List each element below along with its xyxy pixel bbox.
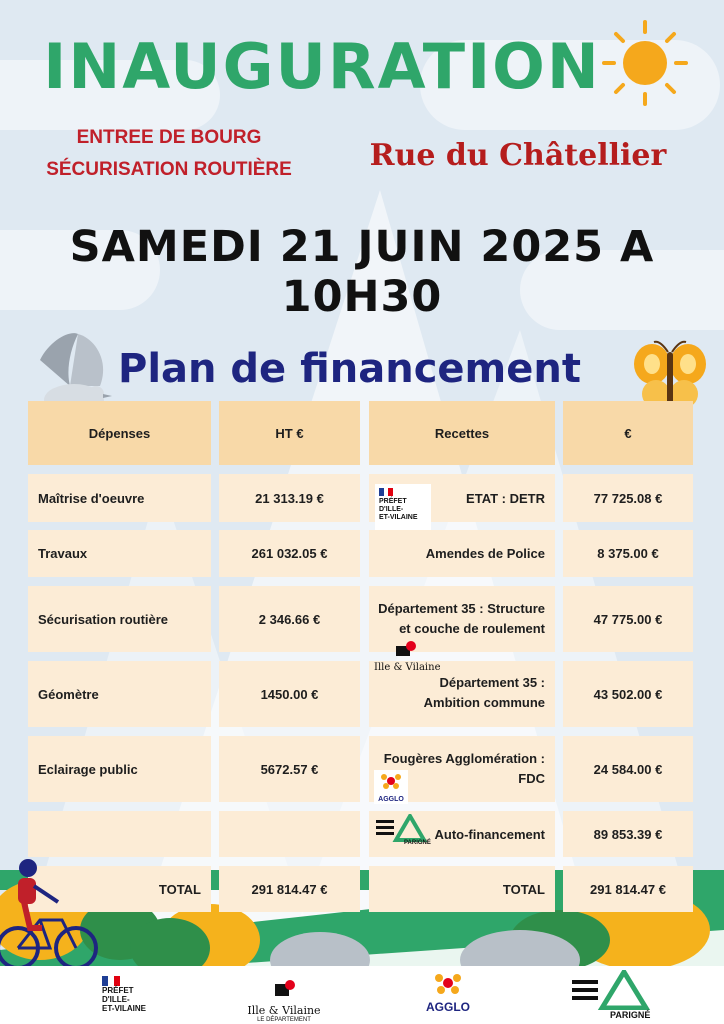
parigne-logo-footer (570, 970, 654, 1022)
recette-line-1: Fougères Agglomération : (383, 751, 545, 766)
cell-recette: Auto-financement (369, 811, 555, 857)
cyclist-icon (0, 856, 100, 972)
cell-recette: Amendes de Police (369, 530, 555, 577)
prefet-logo-footer (102, 976, 162, 1022)
prefet-line-2: D'ILLE- (379, 506, 404, 513)
cell-depense: Eclairage public (28, 736, 211, 802)
cell-ht: 2 346.66 € (219, 586, 360, 652)
total-depenses: 291 814.47 € (219, 866, 360, 912)
agglo-text-footer: AGGLO (426, 1000, 470, 1014)
parigne-text-footer: PARIGNÉ (610, 1010, 651, 1020)
total-recettes: 291 814.47 € (563, 866, 693, 912)
recette-line-2: FDC (518, 771, 545, 786)
footer-logos (0, 966, 724, 1024)
recette-line-2: Ambition commune (423, 695, 545, 710)
cell-ht: 5672.57 € (219, 736, 360, 802)
cell-montant: 24 584.00 € (563, 736, 693, 802)
total-label-left: TOTAL (28, 866, 211, 912)
plan-title: Plan de financement (118, 346, 581, 392)
event-title: INAUGURATION (43, 30, 601, 103)
cell-montant: 47 775.00 € (563, 586, 693, 652)
cell-montant: 89 853.39 € (563, 811, 693, 857)
agglo-text-small: AGGLO (378, 796, 404, 803)
event-date: SAMEDI 21 JUIN 2025 A 10H30 (69, 222, 655, 322)
recette-line-1: Département 35 : Structure (378, 601, 545, 616)
ille-vilaine-logo-footer (244, 978, 324, 1024)
header-montant: € (563, 401, 693, 465)
cell-montant: 43 502.00 € (563, 661, 693, 727)
marianne-flag-icon (379, 488, 393, 496)
cell-ht: 21 313.19 € (219, 474, 360, 522)
prefet-footer-line-2: D'ILLE- (102, 995, 130, 1004)
marianne-flag-icon (102, 976, 120, 986)
agglo-logo-small (374, 770, 408, 804)
subtitle-line-2: SÉCURISATION ROUTIÈRE (46, 159, 292, 180)
parigne-text-small: PARIGNÉ (404, 840, 431, 846)
recette-line-1: Département 35 : (439, 675, 545, 690)
cell-depense: Travaux (28, 530, 211, 577)
cell-depense: Sécurisation routière (28, 586, 211, 652)
subtitle-line-1: ENTREE DE BOURG (76, 127, 262, 148)
cell-depense: Maîtrise d'oeuvre (28, 474, 211, 522)
agglo-logo-footer (418, 970, 478, 1022)
cell-recette: ETAT : DETR (369, 474, 555, 522)
ille-vilaine-sub-footer: LE DÉPARTEMENT (257, 1017, 311, 1023)
header-recettes: Recettes (369, 401, 555, 465)
header-ht: HT € (219, 401, 360, 465)
cell-ht: 1450.00 € (219, 661, 360, 727)
cell-montant: 77 725.08 € (563, 474, 693, 522)
prefet-footer-line-3: ET-VILAINE (102, 1004, 147, 1013)
header-depenses: Dépenses (28, 401, 211, 465)
recette-line-2: et couche de roulement (399, 621, 545, 636)
event-location: Rue du Châtellier (369, 138, 667, 173)
prefet-footer-line-1: PRÉFET (102, 986, 134, 995)
ille-vilaine-logo-small (374, 640, 444, 680)
cell-ht: 261 032.05 € (219, 530, 360, 577)
total-label-right: TOTAL (369, 866, 555, 912)
cell-depense: Géomètre (28, 661, 211, 727)
prefet-line-1: PRÉFET (379, 498, 407, 505)
ille-vilaine-text-small: Ille & Vilaine (374, 662, 441, 673)
cell-montant: 8 375.00 € (563, 530, 693, 577)
ille-vilaine-text-footer: Ille & Vilaine (247, 1004, 321, 1017)
event-subtitle (24, 122, 314, 186)
prefet-line-3: ET-VILAINE (379, 514, 418, 521)
